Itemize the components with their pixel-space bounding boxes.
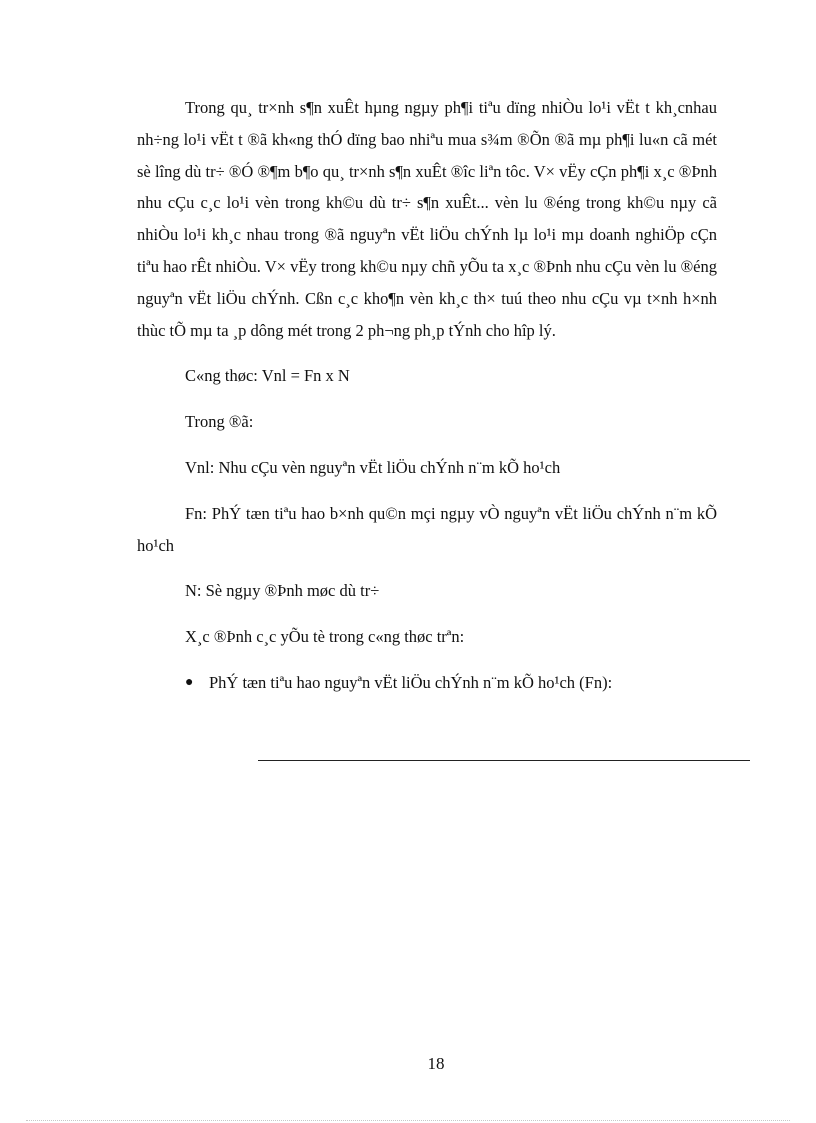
bullet-dot-icon: ●	[185, 674, 194, 690]
horizontal-rule	[258, 760, 750, 761]
spacer	[137, 607, 717, 621]
bullet-item	[137, 667, 717, 699]
spacer	[137, 561, 717, 575]
spacer	[137, 484, 717, 498]
spacer	[137, 346, 717, 360]
determine-line: X¸c ®Þnh c¸c yÕu tè trong c«ng thøc trªn:	[185, 627, 465, 647]
where-line: Trong ®ã:	[185, 412, 254, 432]
spacer	[137, 438, 717, 452]
page-bottom-border	[26, 1120, 790, 1121]
definition-n: N: Sè ngµy ®Þnh møc dù tr÷	[185, 581, 380, 601]
spacer	[137, 653, 717, 667]
spacer	[137, 392, 717, 406]
paragraph-intro: Trong qu¸ tr×nh s¶n xuÊt hµng ngµy ph¶i tiªu dïng nhiÒu lo¹i vËt t kh¸cnhau nh÷ng lo¹i vËt t ®ã kh«ng thÓ dïng bao nhiªu mua s¾m ®Õn ®ã mµ ph¶i lu«n cã mét sè lîng dù tr÷ ®Ó ®¶m b¶o qu¸ tr×nh s¶n xuÊt ®îc liªn tôc. V× vËy cÇn ph¶i x¸c ®Þnh nhu cÇu c¸c lo¹i vèn trong kh©u dù tr÷ s¶n xuÊt... vèn lu ®éng trong kh©u nµy cã nhiÒu lo¹i kh¸c nhau trong ®ã nguyªn vËt liÖu chÝnh lµ lo¹i mµ doanh nghiÖp cÇn tiªu hao rÊt nhiÒu. V× vËy trong kh©u nµy chñ yÕu ta x¸c ®Þnh nhu cÇu vèn lu ®éng nguyªn vËt liÖu chÝnh. Cßn c¸c kho¶n vèn kh¸c th× tuú theo nhu cÇu vµ t×nh h×nh thùc tÕ mµ ta ¸p dông mét trong 2 ph¬ng ph¸p tÝnh cho hîp lý.	[137, 98, 717, 340]
definition-fn: Fn: PhÝ tæn tiªu hao b×nh qu©n mçi ngµy vÒ nguyªn vËt liÖu chÝnh n¨m kÕ ho¹ch	[137, 503, 717, 555]
body-text	[137, 92, 717, 699]
definition-vnl: Vnl: Nhu cÇu vèn nguyªn vËt liÖu chÝnh n¨m kÕ ho¹ch	[185, 457, 561, 477]
bullet-text: PhÝ tæn tiªu hao nguyªn vËt liÖu chÝnh n¨m kÕ ho¹ch (Fn):	[209, 672, 613, 692]
formula-line: C«ng thøc: Vnl = Fn x N	[185, 366, 350, 386]
page-number: 18	[427, 1054, 445, 1073]
